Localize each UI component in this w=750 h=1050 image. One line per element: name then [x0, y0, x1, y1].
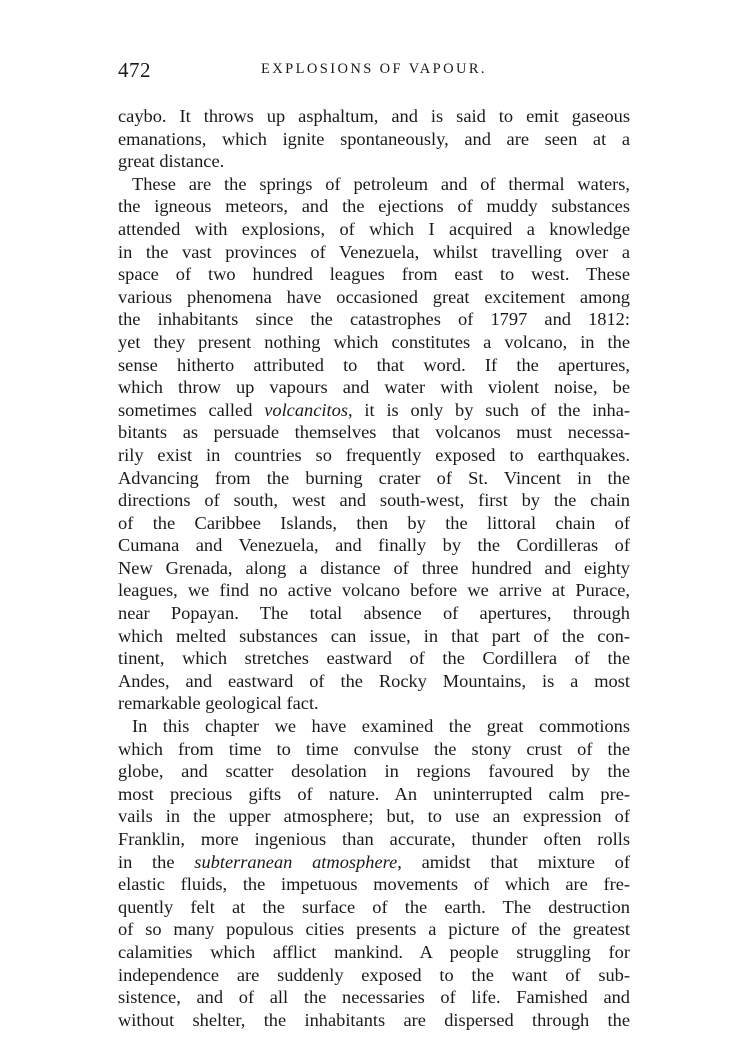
text-line: sense hitherto attributed to that word. If the apertures, [118, 354, 630, 375]
text-line: most precious gifts of nature. An uninterrupted calm pre- [118, 783, 630, 804]
text-line-segment: sometimes called [118, 399, 265, 420]
text-line: These are the springs of petroleum and of thermal waters, [132, 173, 630, 194]
text-line: which from time to time convulse the stony crust of the [118, 738, 630, 759]
text-line: Andes, and eastward of the Rocky Mountains, is a most [118, 670, 630, 691]
text-line: which throw up vapours and water with violent noise, be [118, 377, 630, 398]
text-line: yet they present nothing which constitutes a volcano, in the [118, 331, 630, 352]
text-line: quently felt at the surface of the earth. The destruction [118, 896, 630, 917]
text-line: various phenomena have occasioned great excitement among [118, 286, 630, 307]
text-line: caybo. It throws up asphaltum, and is said to emit gaseous [118, 106, 630, 126]
text-line: in the vast provinces of Venezuela, whilst travelling over a [118, 241, 630, 262]
body-text [118, 105, 630, 1031]
text-line: tinent, which stretches eastward of the Cordillera of the [118, 648, 630, 669]
text-line: New Grenada, along a distance of three hundred and eighty [118, 557, 630, 578]
text-line: independence are suddenly exposed to the want of sub- [118, 964, 630, 985]
text-line: near Popayan. The total absence of apertures, through [118, 603, 630, 624]
text-line: great distance. [118, 151, 225, 172]
text-line: of so many populous cities presents a picture of the greatest [118, 919, 630, 940]
italic-term: subterranean atmosphere [194, 851, 398, 872]
text-line: sistence, and of all the necessaries of life. Famished and [118, 987, 630, 1008]
italic-term: volcancitos [264, 399, 348, 420]
text-line [118, 399, 630, 422]
text-line: which melted substances can issue, in that part of the con- [118, 625, 630, 646]
text-line: emanations, which ignite spontaneously, and are seen at a [118, 128, 630, 149]
text-line: remarkable geological fact. [118, 693, 319, 714]
text-line: space of two hundred leagues from east to west. These [118, 264, 630, 285]
text-line: In this chapter we have examined the great commotions [132, 716, 630, 737]
running-head: EXPLOSIONS OF VAPOUR. [261, 61, 487, 77]
text-line: the inhabitants since the catastrophes of 1797 and 1812: [118, 309, 630, 330]
text-line: leagues, we find no active volcano before we arrive at Purace, [118, 580, 630, 601]
text-line: vails in the upper atmosphere; but, to use an expression of [118, 806, 630, 827]
text-line: attended with explosions, of which I acquired a knowledge [118, 218, 630, 239]
text-line: rily exist in countries so frequently exposed to earthquakes. [118, 444, 630, 465]
page-number: 472 [118, 58, 151, 82]
text-line [118, 851, 630, 874]
text-line: Franklin, more ingenious than accurate, thunder often rolls [118, 829, 630, 849]
text-line: globe, and scatter desolation in regions favoured by the [118, 761, 630, 782]
text-line: elastic fluids, the impetuous movements of which are fre- [118, 874, 630, 895]
text-line-segment: , amidst that mixture of [397, 851, 630, 872]
text-line: without shelter, the inhabitants are dispersed through the [118, 1009, 630, 1030]
text-line: bitants as persuade themselves that volcanos must necessa- [118, 422, 630, 443]
text-line: calamities which afflict mankind. A people struggling for [118, 941, 630, 962]
page-header [118, 58, 630, 86]
text-line: Advancing from the burning crater of St. Vincent in the [118, 467, 630, 488]
text-line: the igneous meteors, and the ejections of muddy substances [118, 196, 630, 217]
text-line: Cumana and Venezuela, and finally by the Cordilleras of [118, 535, 630, 556]
text-line: directions of south, west and south-west, first by the chain [118, 490, 630, 511]
text-line-segment: in the [118, 851, 195, 872]
text-line: of the Caribbee Islands, then by the littoral chain of [118, 512, 630, 533]
text-line-segment: , it is only by such of the inha- [347, 399, 630, 420]
